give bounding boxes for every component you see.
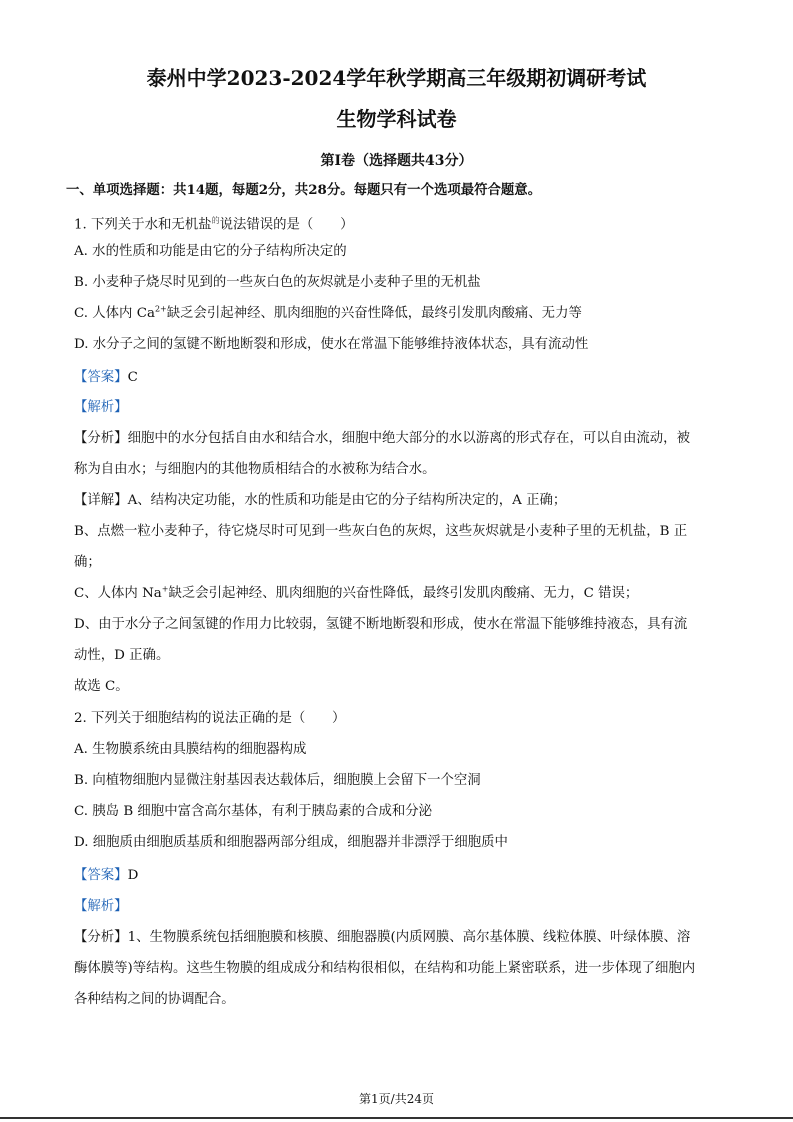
q1-xiangjie-d2: 动性，D 正确。 <box>74 648 170 663</box>
q1-answer-tag: 【答案】 <box>74 370 128 385</box>
q1-stem-part-a: 1. 下列关于水和无机盐 <box>74 217 212 233</box>
q1-xiangjie-b1: B、点燃一粒小麦种子，待它烧尽时可见到一些灰白色的灰烬，这些灰烬就是小麦种子里的无机盐，B 正 <box>74 524 688 539</box>
q1-answer <box>74 369 138 387</box>
exam-subtitle: 生物学科试卷 <box>336 107 457 131</box>
q1-xiangjie-c-part-b: 缺乏会引起神经、肌肉细胞的兴奋性降低，最终引发肌肉酸痛、无力，C 错误； <box>168 586 639 601</box>
q1-option-c-part-a: C. 人体内 Ca <box>74 306 155 321</box>
q1-stem <box>74 212 353 234</box>
q1-answer-value: C <box>127 370 138 385</box>
q1-xiangjie-a-text: A、结构决定功能，水的性质和功能是由它的分子结构所决定的，A 正确； <box>127 493 567 508</box>
q1-xiangjie-tag: 【详解】 <box>74 493 128 508</box>
q1-option-b: B. 小麦种子烧尽时见到的一些灰白色的灰烬就是小麦种子里的无机盐 <box>74 275 481 290</box>
section-heading: 一、单项选择题：共14题，每题2分，共28分。每题只有一个选项最符合题意。 <box>66 182 542 198</box>
q1-fenxi-text1: 细胞中的水分包括自由水和结合水，细胞中绝大部分的水以游离的形式存在，可以自由流动，被 <box>127 431 690 446</box>
q2-answer-tag: 【答案】 <box>74 868 128 883</box>
q1-stem-mark: 的 <box>211 216 220 225</box>
part-heading: 第Ⅰ卷（选择题共43分） <box>320 153 473 169</box>
q1-option-a: A. 水的性质和功能是由它的分子结构所决定的 <box>74 244 347 259</box>
q2-analysis-tag: 【解析】 <box>74 899 128 914</box>
q1-stem-part-b: 说法错误的是（ ） <box>219 217 354 233</box>
q1-fenxi-tag: 【分析】 <box>74 431 128 446</box>
q1-fenxi-line2: 称为自由水；与细胞内的其他物质相结合的水被称为结合水。 <box>74 462 436 477</box>
q1-fenxi-line1 <box>74 430 690 448</box>
q1-option-c-part-b: 缺乏会引起神经、肌肉细胞的兴奋性降低，最终引发肌肉酸痛、无力等 <box>166 306 582 321</box>
exam-title: 泰州中学2023-2024学年秋学期高三年级期初调研考试 <box>146 66 647 90</box>
q2-fenxi-line2: 酶体膜等)等结构。这些生物膜的组成成分和结构很相似，在结构和功能上紧密联系，进一步体现了细胞内 <box>74 961 696 976</box>
q2-fenxi-line3: 各种结构之间的协调配合。 <box>74 992 235 1007</box>
q1-xiangjie-b2: 确； <box>74 555 101 570</box>
q2-fenxi-text1: 1、生物膜系统包括细胞膜和核膜、细胞器膜(内质网膜、高尔基体膜、线粒体膜、叶绿体膜、溶 <box>127 930 691 945</box>
q2-option-b: B. 向植物细胞内显微注射基因表达载体后，细胞膜上会留下一个空洞 <box>74 773 481 788</box>
q1-option-c <box>74 305 582 323</box>
q2-option-a: A. 生物膜系统由具膜结构的细胞器构成 <box>74 742 307 757</box>
page-footer: 第1页/共24页 <box>359 1092 434 1106</box>
q1-conclusion: 故选 C。 <box>74 679 129 694</box>
q1-option-c-sup: 2+ <box>154 304 167 314</box>
q2-stem: 2. 下列关于细胞结构的说法正确的是（ ） <box>74 711 346 726</box>
q2-option-c: C. 胰岛 B 细胞中富含高尔基体，有利于胰岛素的合成和分泌 <box>74 804 433 819</box>
bottom-rule <box>0 1117 793 1119</box>
q1-analysis-tag: 【解析】 <box>74 400 128 415</box>
q1-xiangjie-c-part-a: C、人体内 Na <box>74 586 162 601</box>
q1-xiangjie-c-sup: + <box>161 584 169 594</box>
q2-option-d: D. 细胞质由细胞质基质和细胞器两部分组成，细胞器并非漂浮于细胞质中 <box>74 835 508 850</box>
q1-xiangjie-d1: D、由于水分子之间氢键的作用力比较弱，氢键不断地断裂和形成，使水在常温下能够维持液态，具有流 <box>74 617 688 632</box>
q2-fenxi-tag: 【分析】 <box>74 930 128 945</box>
q1-option-d: D. 水分子之间的氢键不断地断裂和形成，使水在常温下能够维持液体状态，具有流动性 <box>74 337 589 352</box>
q2-answer-value: D <box>127 868 139 883</box>
q2-answer <box>74 867 138 885</box>
q2-fenxi-line1 <box>74 929 690 947</box>
q1-xiangjie-c <box>74 585 638 603</box>
q1-xiangjie-a <box>74 492 566 510</box>
